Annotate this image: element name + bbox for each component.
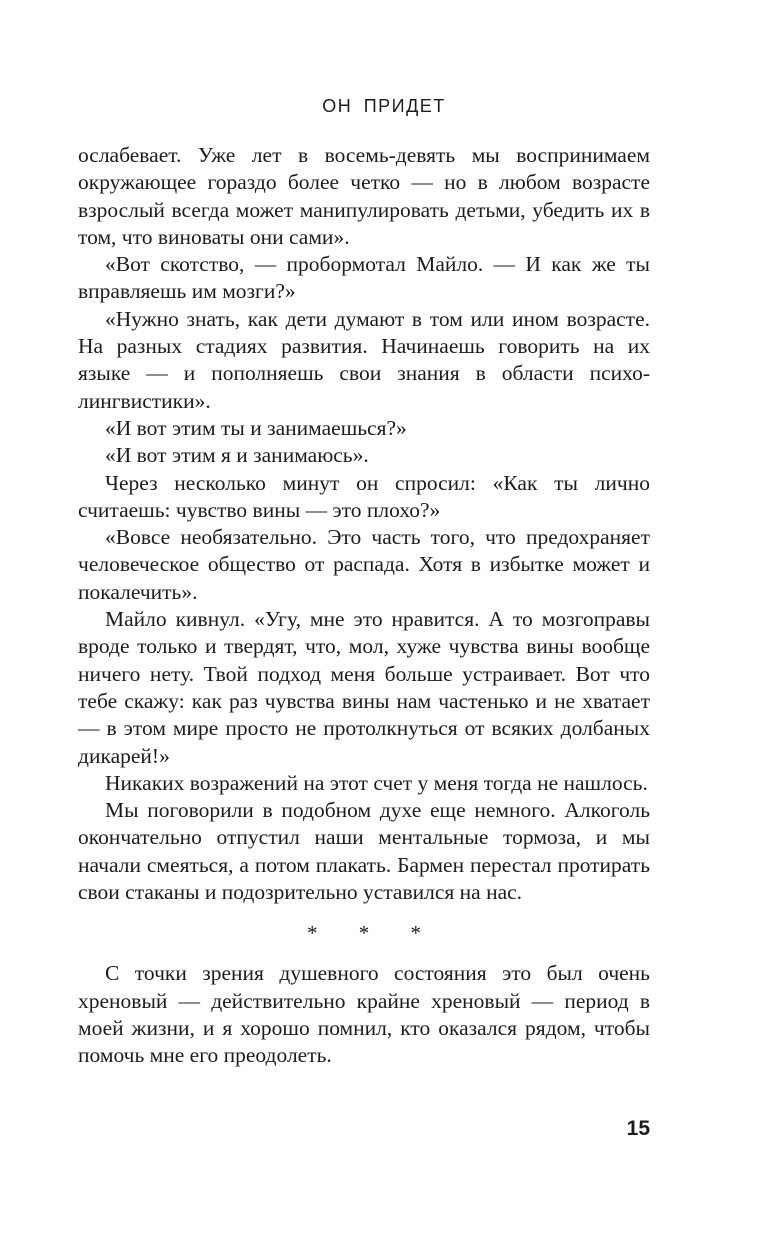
paragraph-5: «И вот этим я и занимаюсь». <box>105 443 369 468</box>
paragraph-8: Майло кивнул. «Угу, мне это нравится. А то мозгоправы вроде только и твердят, что, мол, хуже чувства вины вообще ничего нету. Твой подход меня больше устраивает. Вот что тебе скажу: как раз чувства вины нам частенько и не хватает — в этом мире просто не протолкнуться от всяких долбаных дикарей!» <box>78 607 650 768</box>
paragraph-1: ослабевает. Уже лет в восемь-девять мы воспринимаем окружающее гораздо более четко — но в любом возрасте взрослый всегда может манипулировать детьми, убедить их в том, что виноваты они сами». <box>78 143 650 249</box>
paragraph-9: Никаких возражений на этот счет у меня тогда не нашлось. <box>105 770 648 795</box>
paragraph-10: Мы поговорили в подобном духе еще немного. Алкоголь окончательно отпустил наши ментальные тормоза, и мы начали смеяться, а потом плакать. Бармен перестал протирать свои стаканы и подозрительно уставился на нас. <box>78 798 650 905</box>
body-text <box>78 142 650 1070</box>
paragraph-6: Через несколько минут он спросил: «Как ты лично считаешь: чувство вины — это плохо?» <box>78 470 650 522</box>
paragraph-2: «Вот скотство, — пробормотал Майло. — И как же ты вправляешь им мозги?» <box>78 252 650 304</box>
paragraph-3: «Нужно знать, как дети думают в том или ином возрасте. На разных стадиях развития. Начинаешь говорить на их языке — и пополняешь свои знания в области психолингвистики». <box>78 306 650 413</box>
section-break: * * * <box>307 921 439 946</box>
paragraph-11: С точки зрения душевного состояния это был очень хреновый — действительно крайне хреновый — период в моей жизни, и я хорошо помнил, кто оказался рядом, чтобы помочь мне его преодолеть. <box>78 961 650 1068</box>
running-head: ОН ПРИДЕТ <box>322 96 446 116</box>
page-number: 15 <box>626 1117 650 1140</box>
paragraph-4: «И вот этим ты и занимаешься?» <box>105 415 407 440</box>
paragraph-7: «Вовсе необязательно. Это часть того, что предохраняет человеческое общество от распада. Хотя в избытке может и покалечить». <box>78 525 650 604</box>
